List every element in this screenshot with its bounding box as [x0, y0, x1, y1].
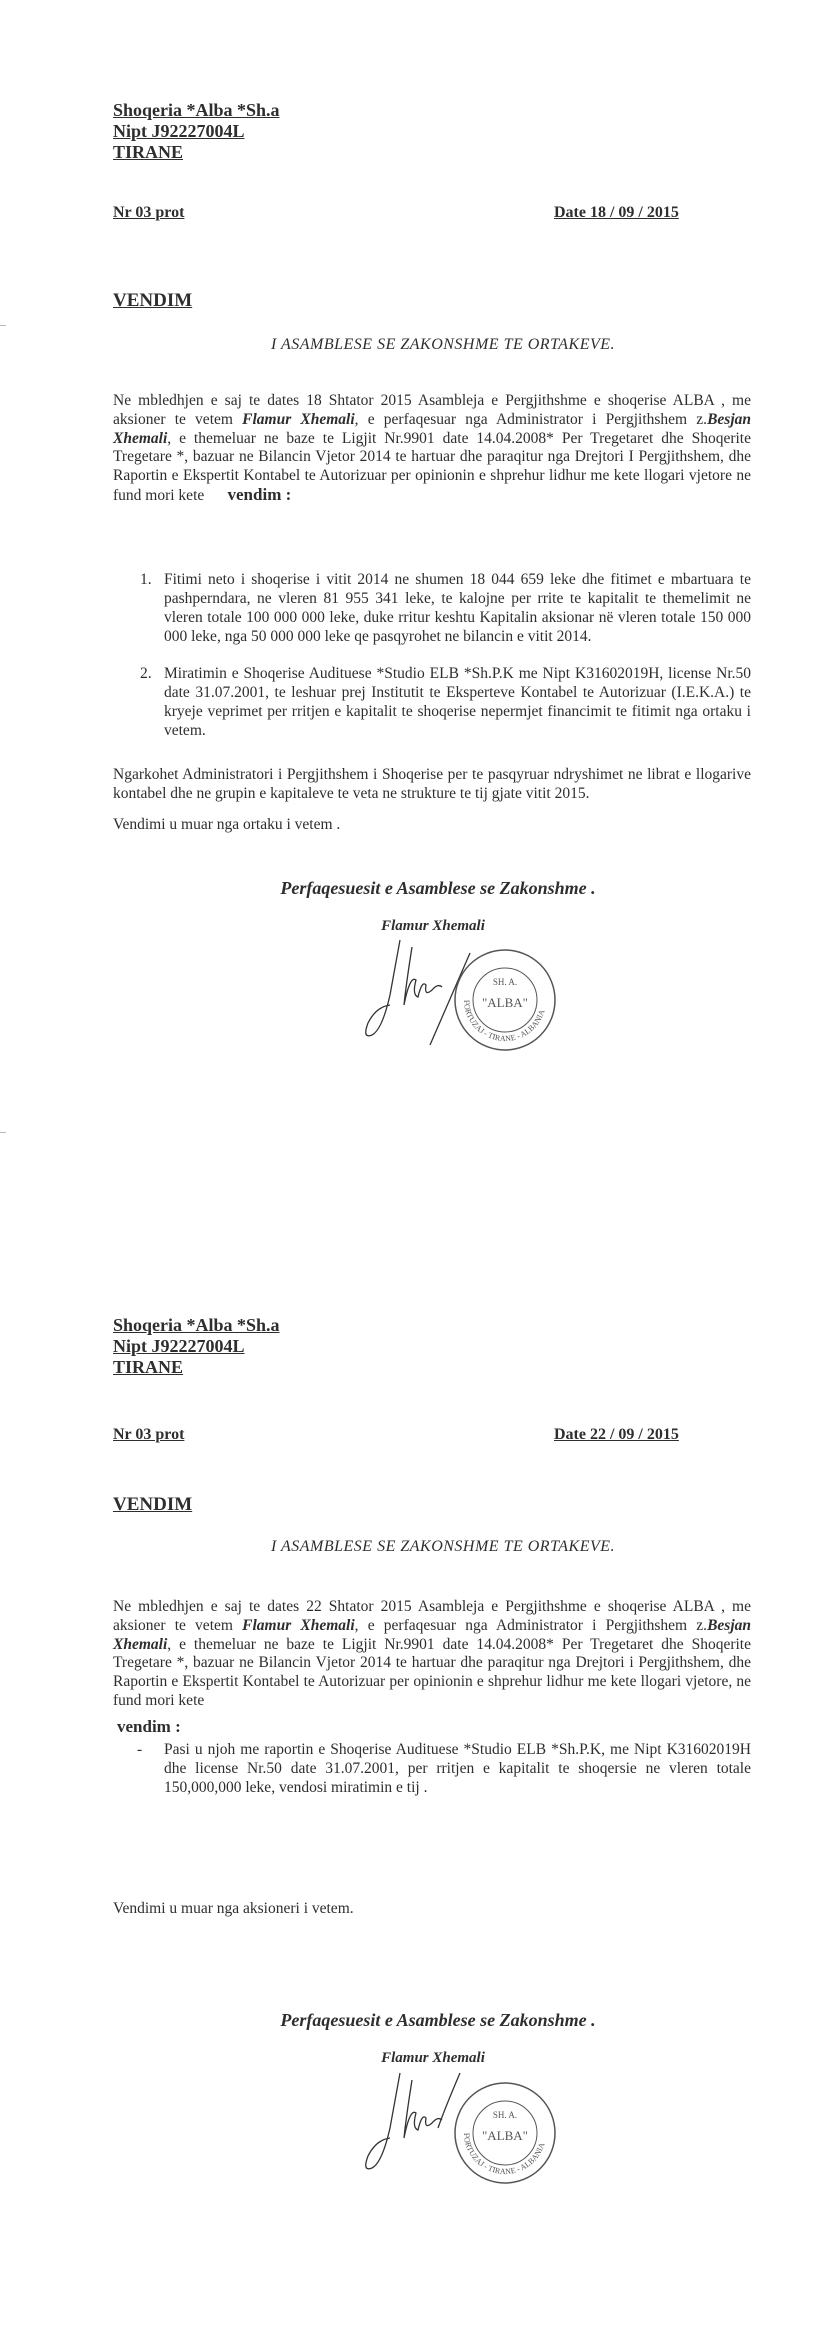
- decision-item: [137, 1740, 751, 1797]
- company-nipt: Nipt J92227004L: [113, 121, 245, 141]
- stamp-ring-text: FORTUZAJ - TIRANE - ALBANIA: [461, 999, 547, 1044]
- item-text: Pasi u njoh me raportin e Shoqerise Audituese *Studio ELB *Sh.P.K, me Nipt K31602019H dhe license Nr.50 date 31.07.2001, per rritjen e kapitalit te shoqersie ne vleren totale 150,000,000 leke, vendosi miratimin e tij .: [164, 1741, 751, 1796]
- administrator-name: Besjan Xhemali: [113, 410, 751, 447]
- document-title: VENDIM: [113, 290, 193, 311]
- administrator-name: Besjan Xhemali: [113, 1616, 751, 1653]
- intro-text: , e perfaqesuar nga Administrator i Pergjithshem z.: [354, 1616, 708, 1634]
- document-title: VENDIM: [113, 1494, 193, 1515]
- document-subtitle: I ASAMBLESE SE ZAKONSHME TE ORTAKEVE.: [270, 336, 616, 353]
- stamp-ring-text: FORTUZAJ - TIRANE - ALBANIA: [461, 2132, 547, 2177]
- item-text: Fitimi neto i shoqerise i vitit 2014 ne shumen 18 044 659 leke dhe fitimet e mbartuara te pashperndara, ne vleren 81 955 341 leke, te kalojne per rrite te kapitalit te themelimit ne vleren totale 100 000 000 leke, duke rritur keshtu Kapitalin aksionar në vleren totale 150 000 000 leke, nga 50 000 000 leke qe pasqyrohet ne bilancin e vitit 2014.: [164, 571, 751, 645]
- shareholder-name: Flamur Xhemali: [242, 410, 355, 428]
- handwritten-signature: [366, 940, 470, 1045]
- company-stamp: [455, 2083, 555, 2183]
- scan-edge-mark: [0, 325, 6, 326]
- closing-statement: Vendimi u muar nga ortaku i vetem .: [113, 816, 341, 833]
- decision-item: [140, 570, 751, 646]
- signature-title: Perfaqesuesit e Asamblese se Zakonshme .: [280, 2010, 596, 2030]
- signature-and-stamp: [360, 2068, 560, 2193]
- item-bullet: -: [137, 1741, 143, 1758]
- intro-text: , e themeluar ne baze te Ligjit Nr.9901 date 14.04.2008* Per Tregetaret dhe Shoqerite Tregetare *, bazuar ne Bilancin Vjetor 2014 te hartuar dhe paraqitur nga Drejtori I Pergjithshem, dhe Raportin e Ekspertit Kontabel te Autorizuar per opinionin e shprehur lidhur me kete llogari vjetore ne fund mori kete: [113, 429, 751, 504]
- document-subtitle: I ASAMBLESE SE ZAKONSHME TE ORTAKEVE.: [270, 1538, 616, 1555]
- company-nipt: Nipt J92227004L: [113, 1336, 245, 1356]
- scan-edge-mark: [0, 1132, 6, 1133]
- closing-statement: Vendimi u muar nga aksioneri i vetem.: [113, 1900, 354, 1917]
- company-header: [113, 100, 280, 163]
- company-name: Shoqeria *Alba *Sh.a: [113, 1315, 280, 1335]
- signature-title: Perfaqesuesit e Asamblese se Zakonshme .: [280, 878, 596, 898]
- protocol-number: Nr 03 prot: [113, 1426, 185, 1443]
- company-stamp: [455, 950, 555, 1050]
- decision-item: [140, 664, 751, 740]
- stamp-center-text: "ALBA": [481, 2128, 529, 2143]
- document-date: Date 22 / 09 / 2015: [554, 1426, 679, 1443]
- signer-name: Flamur Xhemali: [381, 918, 485, 934]
- item-number: 2.: [140, 665, 152, 682]
- item-text: Miratimin e Shoqerise Audituese *Studio ELB *Sh.P.K me Nipt K31602019H, license Nr.50 date 31.07.2001, te leshuar prej Institutit te Eksperteve Kontabel te Autorizuar (I.E.K.A.) te kryeje veprimet per rritjen e kapitalit te shoqerise nepermjet financimit te fitimit nga ortaku i vetem.: [164, 665, 751, 739]
- item-number: 1.: [140, 571, 152, 588]
- stamp-top-text: SH. A.: [492, 2110, 518, 2120]
- document-date: Date 18 / 09 / 2015: [554, 204, 679, 221]
- intro-text: , e perfaqesuar nga Administrator i Pergjithshem z.: [354, 410, 708, 428]
- handwritten-signature: [366, 2073, 460, 2169]
- intro-paragraph: [113, 392, 751, 506]
- company-city: TIRANE: [113, 1357, 184, 1377]
- shareholder-name: Flamur Xhemali: [242, 1616, 355, 1634]
- decision-keyword: vendim :: [227, 484, 292, 504]
- company-city: TIRANE: [113, 142, 184, 162]
- protocol-number: Nr 03 prot: [113, 204, 185, 221]
- stamp-center-text: "ALBA": [481, 995, 529, 1010]
- intro-text: , e themeluar ne baze te Ligjit Nr.9901 date 14.04.2008* Per Tregetaret dhe Shoqerite Tregetare *, bazuar ne Bilancin Vjetor 2014 te hartuar dhe paraqitur nga Drejtori i Pergjithshem, dhe Raportin e Ekspertit Kontabel te Autorizuar per opinionin e shprehur lidhur me kete llogari vjetore, ne fund mori kete: [113, 1635, 751, 1709]
- decision-keyword: vendim :: [117, 1717, 181, 1736]
- intro-text: Ne mbledhjen e saj te dates 22 Shtator 2015 Asambleja e Pergjithshme e shoqerise ALBA , me aksioner te vetem: [113, 1598, 751, 1634]
- intro-paragraph: [113, 1598, 751, 1711]
- company-name: Shoqeria *Alba *Sh.a: [113, 100, 280, 120]
- signature-and-stamp: [360, 935, 560, 1060]
- charge-paragraph: Ngarkohet Administratori i Pergjithshem i Shoqerise per te pasqyruar ndryshimet ne librat e llogarive kontabel dhe ne grupin e kapitaleve te veta ne strukture te tij gjate vitit 2015.: [113, 766, 751, 802]
- company-header: [113, 1315, 280, 1378]
- signer-name: Flamur Xhemali: [381, 2050, 485, 2066]
- intro-text: Ne mbledhjen e saj te dates 18 Shtator 2015 Asambleja e Pergjithshme e shoqerise ALBA , me aksioner te vetem: [113, 392, 751, 428]
- stamp-top-text: SH. A.: [492, 977, 518, 987]
